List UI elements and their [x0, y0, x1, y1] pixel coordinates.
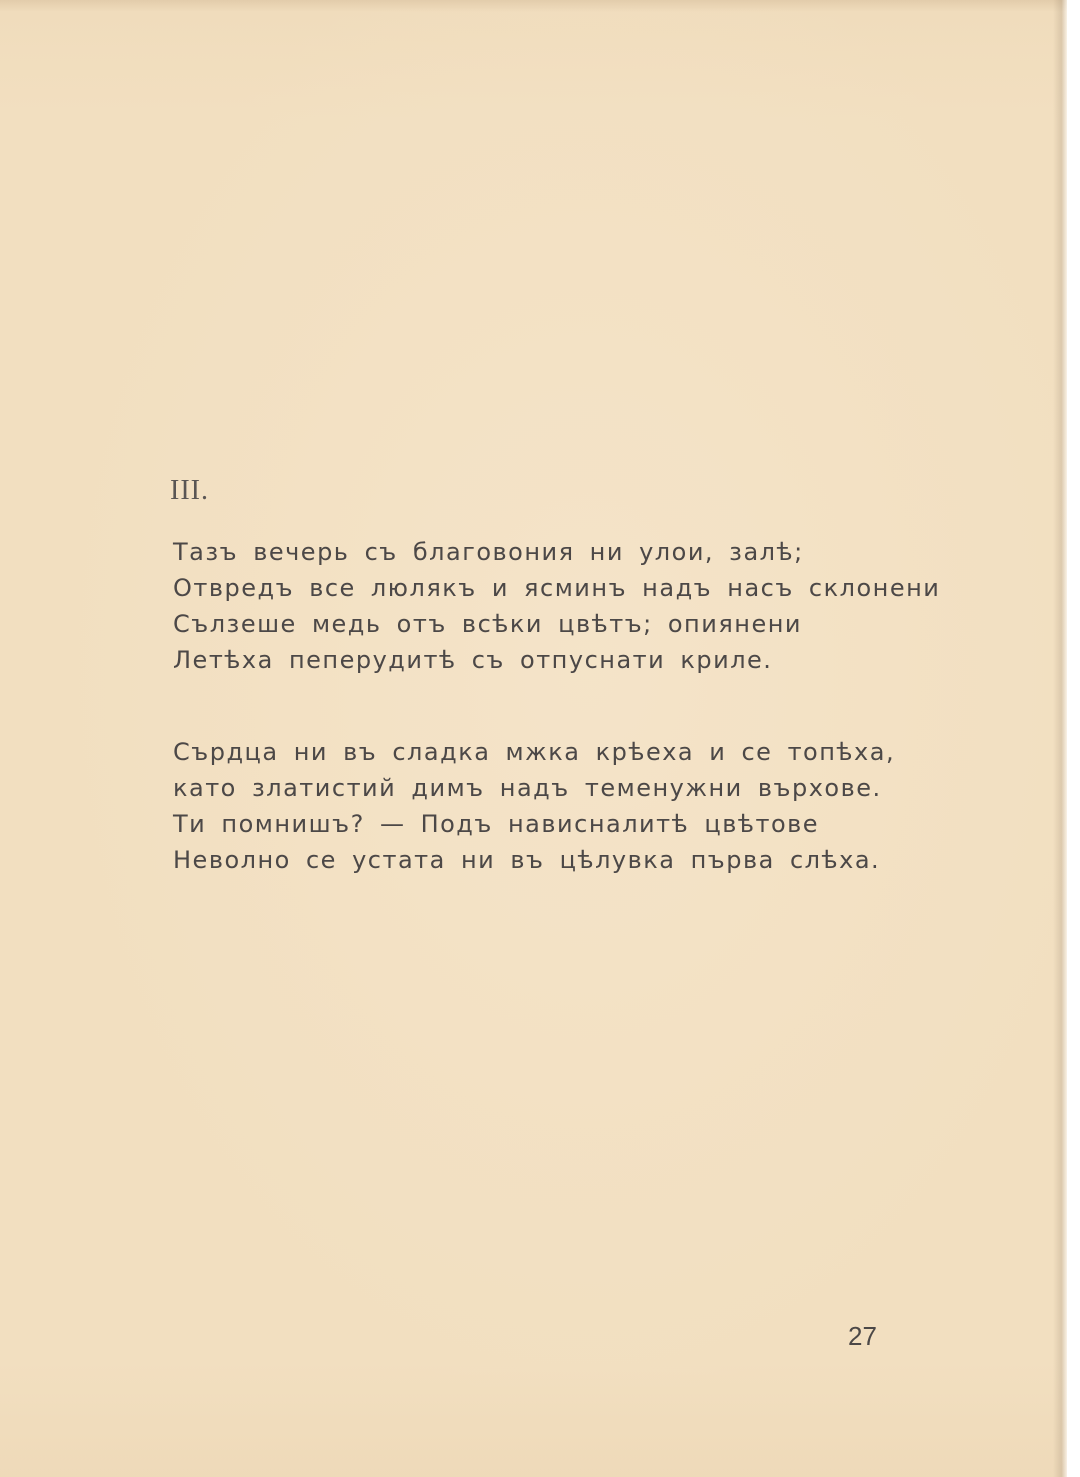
stanza-1 [173, 534, 940, 678]
page-right-edge [1053, 0, 1067, 1477]
verse-line: Ти помнишъ? — Подъ нависналитѣ цвѣтове [173, 810, 820, 838]
page-top-edge [0, 0, 1067, 12]
verse-line: Тазъ вечерь съ благовония ни улои, залѣ; [173, 538, 804, 566]
stanza-2 [173, 734, 895, 878]
verse-line: Отвредъ все люлякъ и ясминъ надъ насъ склонени [173, 574, 941, 602]
verse-line: Сълзеше медь отъ всѣки цвѣтъ; опиянени [173, 610, 803, 638]
page-number: 27 [848, 1321, 877, 1351]
verse-line: Сърдца ни въ сладка мжка крѣеха и се топѣха, [173, 738, 896, 766]
verse-line: като златистий димъ надъ теменужни върхове. [173, 774, 882, 802]
section-number: III. [170, 475, 209, 506]
verse-line: Летѣха пеперудитѣ съ отпуснати криле. [173, 646, 773, 674]
verse-line: Неволно се устата ни въ цѣлувка първа слѣха. [173, 846, 881, 874]
